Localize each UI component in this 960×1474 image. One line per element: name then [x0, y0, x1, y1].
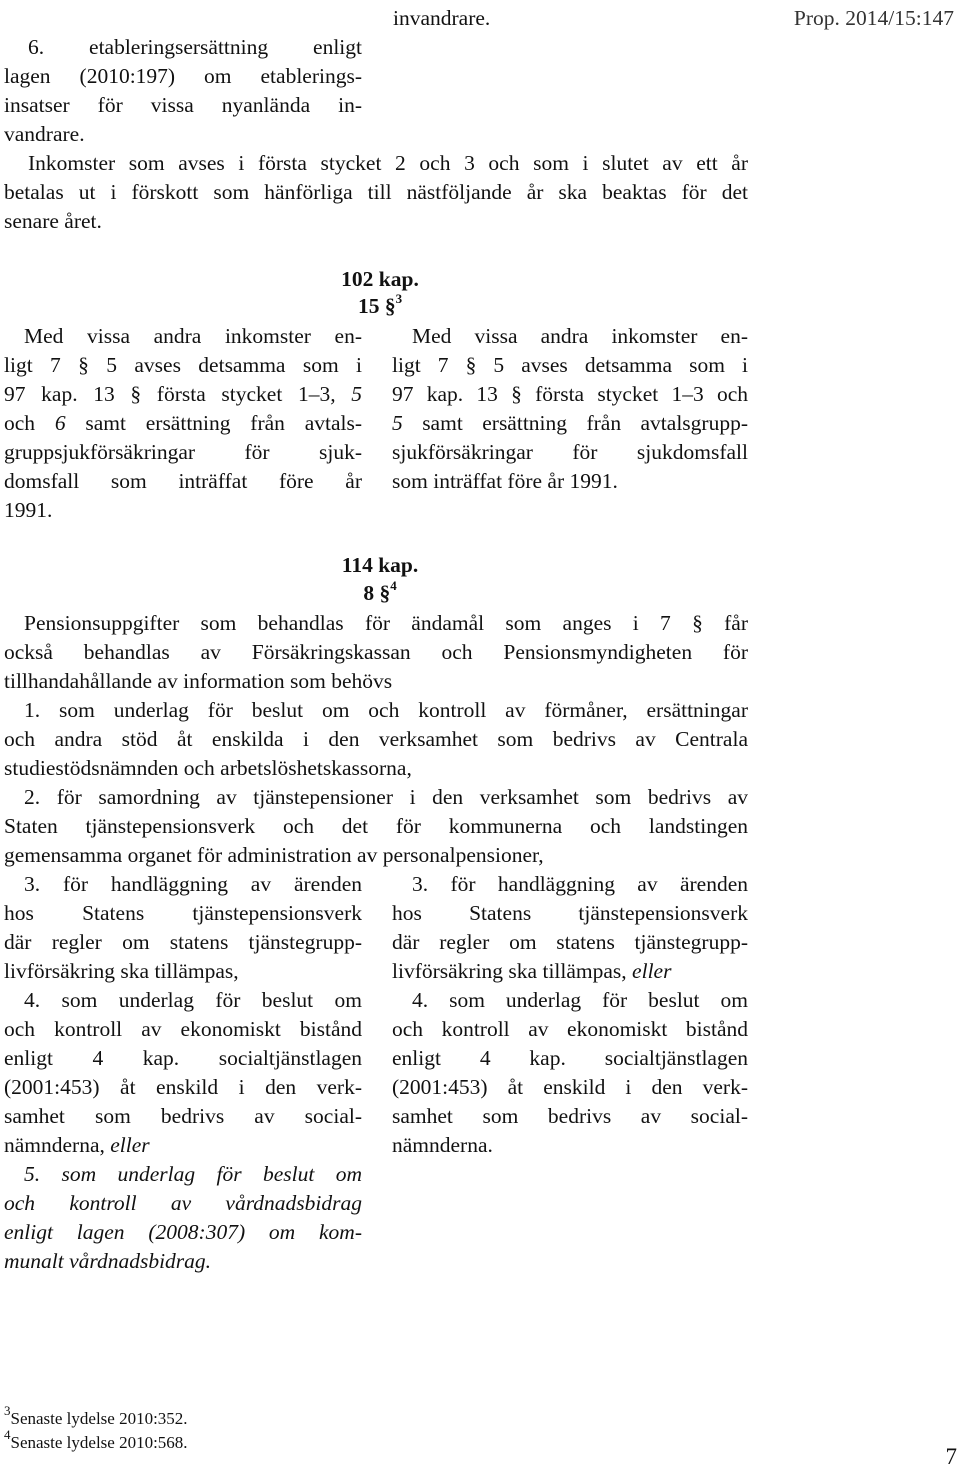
text-run: och kontroll av ekonomiskt bistånd [4, 1017, 362, 1041]
text-line [392, 928, 748, 957]
text-line: gemensamma organet för administration av personalpensioner, [4, 843, 544, 867]
chapter-heading-102: 102 kap. [341, 267, 419, 291]
text-line [4, 467, 362, 496]
footnote-number: 4 [4, 1427, 11, 1443]
text-line [4, 496, 362, 525]
text-run: 1991. [4, 498, 53, 522]
text-line [392, 322, 748, 351]
text-line: också behandlas av Försäkringskassan och Pensionsmyndigheten för [4, 640, 748, 664]
text-run: gruppsjukförsäkringar för sjuk- [4, 440, 362, 464]
text-run: enligt 4 kap. socialtjänstlagen [392, 1046, 748, 1070]
text-run: nämnderna, [4, 1133, 111, 1157]
text-line [4, 1073, 362, 1102]
continued-text-fragment: invandrare. [393, 6, 491, 30]
amended-text: och kontroll av vårdnadsbidrag [4, 1191, 362, 1215]
proposition-reference: Prop. 2014/15:147 [793, 6, 954, 30]
section-number: 8 § [363, 581, 391, 605]
text-line [392, 1131, 748, 1160]
text-run: 97 kap. 13 § första stycket 1–3 och [392, 382, 748, 406]
text-run: hos Statens tjänstepensionsverk [4, 901, 362, 925]
current-wording-column [4, 322, 362, 525]
text-run: domsfall som inträffat före år [4, 469, 362, 493]
amended-text: 5 [392, 411, 403, 435]
list-item-6 [28, 33, 362, 62]
proposed-wording-column [392, 322, 748, 496]
current-wording-column [4, 870, 362, 1276]
text-line [392, 1073, 748, 1102]
text-line [392, 1015, 748, 1044]
text-line [392, 957, 748, 986]
text-run: där regler om statens tjänstegrupp- [4, 930, 362, 954]
text-run: och [4, 411, 55, 435]
text-line [392, 986, 748, 1015]
text-line: 1. som underlag för beslut om och kontroll av förmåner, ersättningar [24, 698, 748, 722]
text-run: nämnderna. [392, 1133, 493, 1157]
text-run: ligt 7 § 5 avses detsamma som i [4, 353, 362, 377]
text-line [4, 1218, 362, 1247]
proposed-wording-column [392, 870, 748, 1160]
paragraph-line: betalas ut i förskott som hänförliga till nästföljande år ska beaktas för det [4, 180, 748, 204]
text-line [392, 870, 748, 899]
text-line [392, 467, 748, 496]
text-run: 4. som underlag för beslut om [24, 988, 362, 1012]
text-line [392, 899, 748, 928]
text-run: hos Statens tjänstepensionsverk [392, 901, 748, 925]
section-8-common-text [4, 609, 748, 870]
text-run: enligt 4 kap. socialtjänstlagen [4, 1046, 362, 1070]
footnote [4, 1427, 188, 1455]
text-line: studiestödsnämnden och arbetslöshetskassorna, [4, 756, 412, 780]
text-line: och andra stöd åt enskilda i den verksamhet som bedrivs av Centrala [4, 727, 748, 751]
item6-line: 6. etableringsersättning enligt [28, 35, 362, 59]
text-run: livförsäkring ska tillämpas, [4, 959, 239, 983]
text-line [4, 409, 362, 438]
text-run: (2001:453) åt enskild i den verk- [4, 1075, 362, 1099]
amended-text: munalt vårdnadsbidrag. [4, 1249, 212, 1273]
text-line [392, 438, 748, 467]
amended-text: , 5 [330, 382, 362, 406]
amended-text: eller [110, 1133, 150, 1157]
section-number: 15 § [357, 294, 396, 318]
text-line [4, 351, 362, 380]
paragraph-line: Inkomster som avses i första stycket 2 och 3 och som i slutet av ett år [28, 151, 748, 175]
text-line [392, 1102, 748, 1131]
footnote-ref: 4 [390, 577, 397, 593]
text-run: samhet som bedrivs av social- [392, 1104, 748, 1128]
text-line [4, 870, 362, 899]
footnote-text: Senaste lydelse 2010:568. [10, 1433, 188, 1452]
text-line [4, 957, 362, 986]
text-line [392, 380, 748, 409]
text-run: och kontroll av ekonomiskt bistånd [392, 1017, 748, 1041]
text-run: samhet som bedrivs av social- [4, 1104, 362, 1128]
amended-text: 5. som underlag för beslut om [24, 1162, 362, 1186]
text-run: Med vissa andra inkomster en- [412, 324, 748, 348]
text-run: livförsäkring ska tillämpas, [392, 959, 633, 983]
text-line [4, 1160, 362, 1189]
text-run: samt ersättning från avtals- [65, 411, 363, 435]
text-run: 97 kap. 13 § första stycket 1–3 [4, 382, 331, 406]
amended-text: 6 [54, 411, 66, 435]
list-item-6-continuation [4, 62, 362, 149]
text-line [4, 1044, 362, 1073]
item6-line: vandrare. [4, 122, 85, 146]
chapter-heading-114: 114 kap. [341, 553, 419, 577]
text-line: tillhandahållande av information som behövs [4, 669, 393, 693]
item6-line: insatser för vissa nyanlända in- [4, 93, 362, 117]
text-run: 3. för handläggning av ärenden [24, 872, 362, 896]
footnote [4, 1403, 188, 1431]
text-line [4, 1015, 362, 1044]
text-line [392, 409, 748, 438]
page-number: 7 [945, 1444, 957, 1469]
text-line [392, 1044, 748, 1073]
text-run: 4. som underlag för beslut om [412, 988, 748, 1012]
text-run: som inträffat före år 1991. [392, 469, 618, 493]
text-line [4, 380, 362, 409]
text-run: 3. för handläggning av ärenden [412, 872, 748, 896]
section-heading-8 [300, 579, 460, 608]
amended-text: enligt lagen (2008:307) om kom- [4, 1220, 362, 1244]
text-line [392, 351, 748, 380]
text-line [4, 1189, 362, 1218]
text-line [4, 928, 362, 957]
text-line [4, 1131, 362, 1160]
intro-paragraph [4, 149, 748, 236]
text-run: sjukförsäkringar för sjukdomsfall [392, 440, 748, 464]
footnote-ref: 3 [395, 290, 403, 306]
amended-text: eller [632, 959, 672, 983]
text-run: Med vissa andra inkomster en- [24, 324, 362, 348]
text-line [4, 899, 362, 928]
text-line [4, 438, 362, 467]
section-heading-15 [300, 292, 460, 321]
text-line [4, 1102, 362, 1131]
text-line [4, 322, 362, 351]
text-line [4, 986, 362, 1015]
text-run: samt ersättning från avtalsgrupp- [402, 411, 748, 435]
text-run: (2001:453) åt enskild i den verk- [392, 1075, 748, 1099]
text-line [4, 1247, 362, 1276]
item6-line: lagen (2010:197) om etablerings- [4, 64, 362, 88]
text-line: Staten tjänstepensionsverk och det för kommunerna och landstingen [4, 814, 748, 838]
footnote-text: Senaste lydelse 2010:352. [10, 1409, 188, 1428]
footnote-number: 3 [4, 1403, 11, 1419]
text-line: 2. för samordning av tjänstepensioner i den verksamhet som bedrivs av [24, 785, 748, 809]
paragraph-line: senare året. [4, 209, 102, 233]
text-line: Pensionsuppgifter som behandlas för ändamål som anges i 7 § får [24, 611, 748, 635]
text-run: ligt 7 § 5 avses detsamma som i [392, 353, 748, 377]
text-run: där regler om statens tjänstegrupp- [392, 930, 748, 954]
